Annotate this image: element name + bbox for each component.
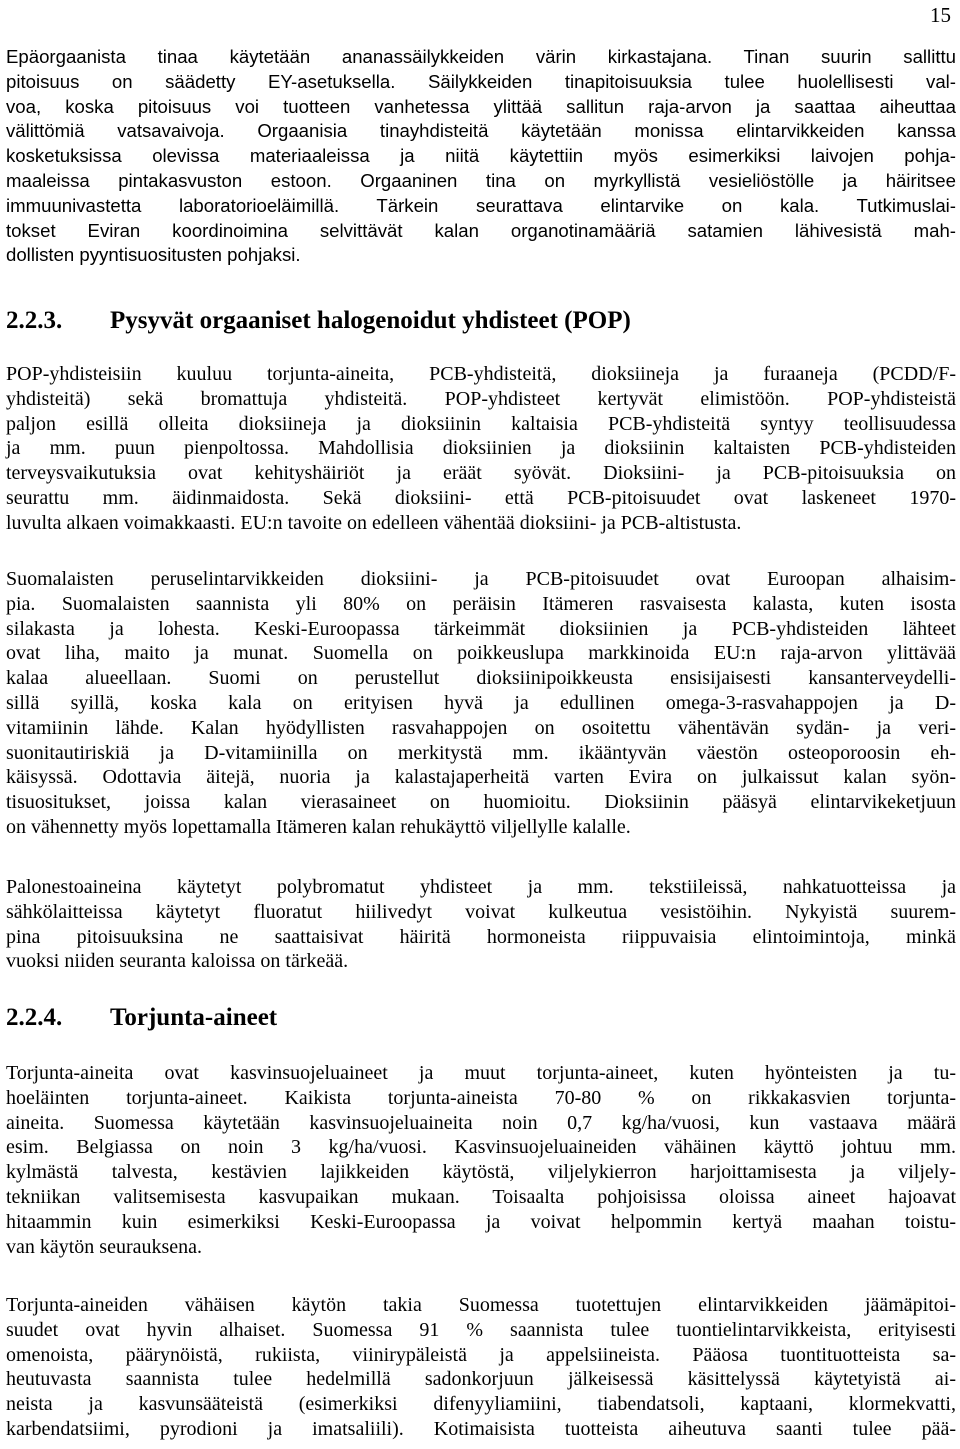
text-line: sähkölaitteissa käytetyt fluoratut hiilivedyt voivat kulkeutua vesistöihin. Nykyistä suurem- (6, 900, 956, 923)
paragraph (0, 567, 960, 840)
text-line: on vähennetty myös lopettamalla Itämeren kalan rehukäyttö viljellylle kalalle. (6, 815, 631, 838)
text-line: silakasta ja lohesta. Keski-Euroopassa tärkeimmät dioksiinien ja PCB-yhdisteiden lähteet (6, 617, 956, 640)
text-line: esim. Belgiassa on noin 3 kg/ha/vuosi. Kasvinsuojeluaineiden vähäinen käyttö johtuu mm. (6, 1136, 956, 1159)
text-line: Epäorgaanista tinaa käytetään ananassäilykkeiden värin kirkastajana. Tinan suurin sallittu (6, 46, 956, 67)
text-line: pitoisuus on säädetty EY-asetuksella. Säilykkeiden tinapitoisuuksia tulee huolellisesti val- (6, 70, 956, 92)
text-line: paljon esillä olleita dioksiineja ja dioksiinin kaltaisia PCB-yhdisteitä syntyy teollisuudessa (6, 412, 956, 435)
text-line: tokset Eviran koordinoimina selvittävät kalan organotinamääriä satamien lähivesistä mah- (6, 219, 956, 241)
text-line: luvulta alkaen voimakkaasti. EU:n tavoite on edelleen vähentää dioksiini- ja PCB-altistusta. (6, 511, 742, 534)
text-line: POP-yhdisteisiin kuuluu torjunta-aineita, PCB-yhdisteitä, dioksiineja ja furaaneja (PCDD/F- (6, 363, 956, 385)
paragraph (0, 875, 960, 974)
text-line: vitamiinin lähde. Kalan hyödyllisten rasvahappojen on osoitettu vähentävän sydän- ja veri- (6, 716, 956, 739)
text-line: omenoista, päärynöistä, rukiista, viinirypäleistä ja appelsiineista. Pääosa tuontituotteista sa- (6, 1343, 956, 1366)
section-number: 2.2.4. (6, 1004, 63, 1031)
text-line: suudet ovat hyvin alhaiset. Suomessa 91 % saannista tulee tuontielintarvikkeista, erityisesti (6, 1318, 956, 1341)
text-line: van käytön seurauksena. (6, 1235, 203, 1258)
text-line: ovat liha, maito ja munat. Suomella on poikkeuslupa markkinoida EU:n raja-arvon ylittävää (6, 642, 956, 665)
text-line: Torjunta-aineita ovat kasvinsuojeluaineet ja muut torjunta-aineet, kuten hyönteisten ja tu- (6, 1062, 956, 1084)
text-line: Suomalaisten peruselintarvikkeiden dioksiini- ja PCB-pitoisuudet ovat Euroopan alhaisim- (6, 568, 956, 590)
paragraph (0, 362, 960, 536)
text-line: aineita. Suomessa käytetään kasvinsuojeluaineita noin 0,7 kg/ha/vuosi, kun vastaava määrä (6, 1111, 956, 1134)
text-line: seurattu mm. äidinmaidosta. Sekä dioksiini- että PCB-pitoisuudet ovat laskeneet 1970- (6, 486, 956, 509)
text-line: vuoksi niiden seuranta kaloissa on tärkeää. (6, 950, 349, 973)
text-line: kalaa alueellaan. Suomi on perustellut dioksiinipoikkeusta ensisijaisesti kansanterveydelli- (6, 667, 956, 690)
text-line: hoeläinten torjunta-aineet. Kaikista torjunta-aineista 70-80 % on rikkakasvien torjunta- (6, 1086, 956, 1109)
text-line: kosketuksissa olevissa materiaaleissa ja niitä käytettiin myös esimerkiksi laivojen pohja- (6, 145, 956, 167)
section-number: 2.2.3. (6, 307, 63, 334)
paragraph (0, 1293, 960, 1442)
text-line: kylmästä talvesta, kestävien lajikkeiden käytöstä, viljelykierron harjoittamisesta ja viljely- (6, 1161, 956, 1184)
section-heading-pop (6, 306, 631, 336)
text-line: välittömiä vatsavaivoja. Orgaanisia tinayhdisteitä käytetään monissa elintarvikkeiden kanssa (6, 120, 956, 142)
text-line: Torjunta-aineiden vähäisen käytön takia Suomessa tuotettujen elintarvikkeiden jäämäpitoi- (6, 1294, 956, 1316)
text-line: karbendatsiimi, pyrodioni ja imatsaliili). Kotimaisista tuotteista aiheutuva saanti tulee pää- (6, 1417, 956, 1440)
text-line: tisuositukset, joissa kalan vierasaineet on huomioitu. Dioksiinin pääsyä elintarvikeketjuun (6, 791, 956, 814)
text-line: yhdisteitä) sekä bromattuja yhdisteitä. POP-yhdisteet kertyvät elimistöön. POP-yhdisteistä (6, 387, 956, 410)
text-line: maaleissa pintakasvuston estoon. Orgaaninen tina on myrkyllistä vesieliöstölle ja häiritsee (6, 169, 956, 191)
text-line: dollisten pyyntisuositusten pohjaksi. (6, 244, 301, 266)
intro-paragraph (0, 45, 960, 268)
section-heading-pesticides (6, 1003, 277, 1033)
text-line: ja mm. puun pienpoltossa. Mahdollisia dioksiinien ja dioksiinin kaltaisten PCB-yhdisteiden (6, 437, 956, 460)
paragraph (0, 1061, 960, 1259)
text-line: heutuvasta saannista tulee hedelmillä sadonkorjuun jälkeisessä käsittelyssä käytetyistä ai- (6, 1368, 956, 1391)
section-title: Torjunta-aineet (110, 1004, 278, 1031)
text-line: immuunivastetta laboratorioeläimillä. Tärkein seurattava elintarvike on kala. Tutkimuslai- (6, 194, 956, 216)
text-line: sillä syillä, koska kala on erityisen hyvä ja edullinen omega-3-rasvahappojen ja D- (6, 691, 956, 714)
section-title: Pysyvät orgaaniset halogenoidut yhdisteet (POP) (110, 307, 631, 334)
text-line: suonitautiriskiä ja D-vitamiinilla on merkitystä mm. ikääntyvän väestön osteoporoosin eh- (6, 741, 956, 764)
text-line: käisyssä. Odottavia äitejä, nuoria ja kalastajaperheitä varten Evira on julkaissut kalan syön- (6, 766, 956, 789)
text-line: pia. Suomalaisten saannista yli 80% on peräisin Itämeren rasvaisesta kalasta, kuten isosta (6, 592, 956, 615)
text-line: neista ja kasvunsääteistä (esimerkiksi difenyyliamiini, tiabendatsoli, kaptaani, klormekvatti, (6, 1393, 956, 1416)
text-line: voa, koska pitoisuus voi tuotteen vanhetessa ylittää sallitun raja-arvon ja saattaa aiheuttaa (6, 95, 956, 117)
text-line: pina pitoisuuksina ne saattaisivat häiritä hormoneista riippuvaisia elintoimintoja, minkä (6, 925, 956, 948)
page-number: 15 (930, 3, 951, 27)
text-line: terveysvaikutuksia ovat kehityshäiriöt ja eräät syövät. Dioksiini- ja PCB-pitoisuuksia on (6, 462, 956, 485)
text-line: tekniikan valitsemisesta kasvupaikan mukaan. Toisaalta pohjoisissa oloissa aineet hajoavat (6, 1185, 956, 1208)
text-line: hitaammin kuin esimerkiksi Keski-Euroopassa ja voivat helpommin kertyä maahan toistu- (6, 1210, 956, 1233)
text-line: Palonestoaineina käytetyt polybromatut yhdisteet ja mm. tekstiileissä, nahkatuotteissa ja (6, 876, 956, 898)
